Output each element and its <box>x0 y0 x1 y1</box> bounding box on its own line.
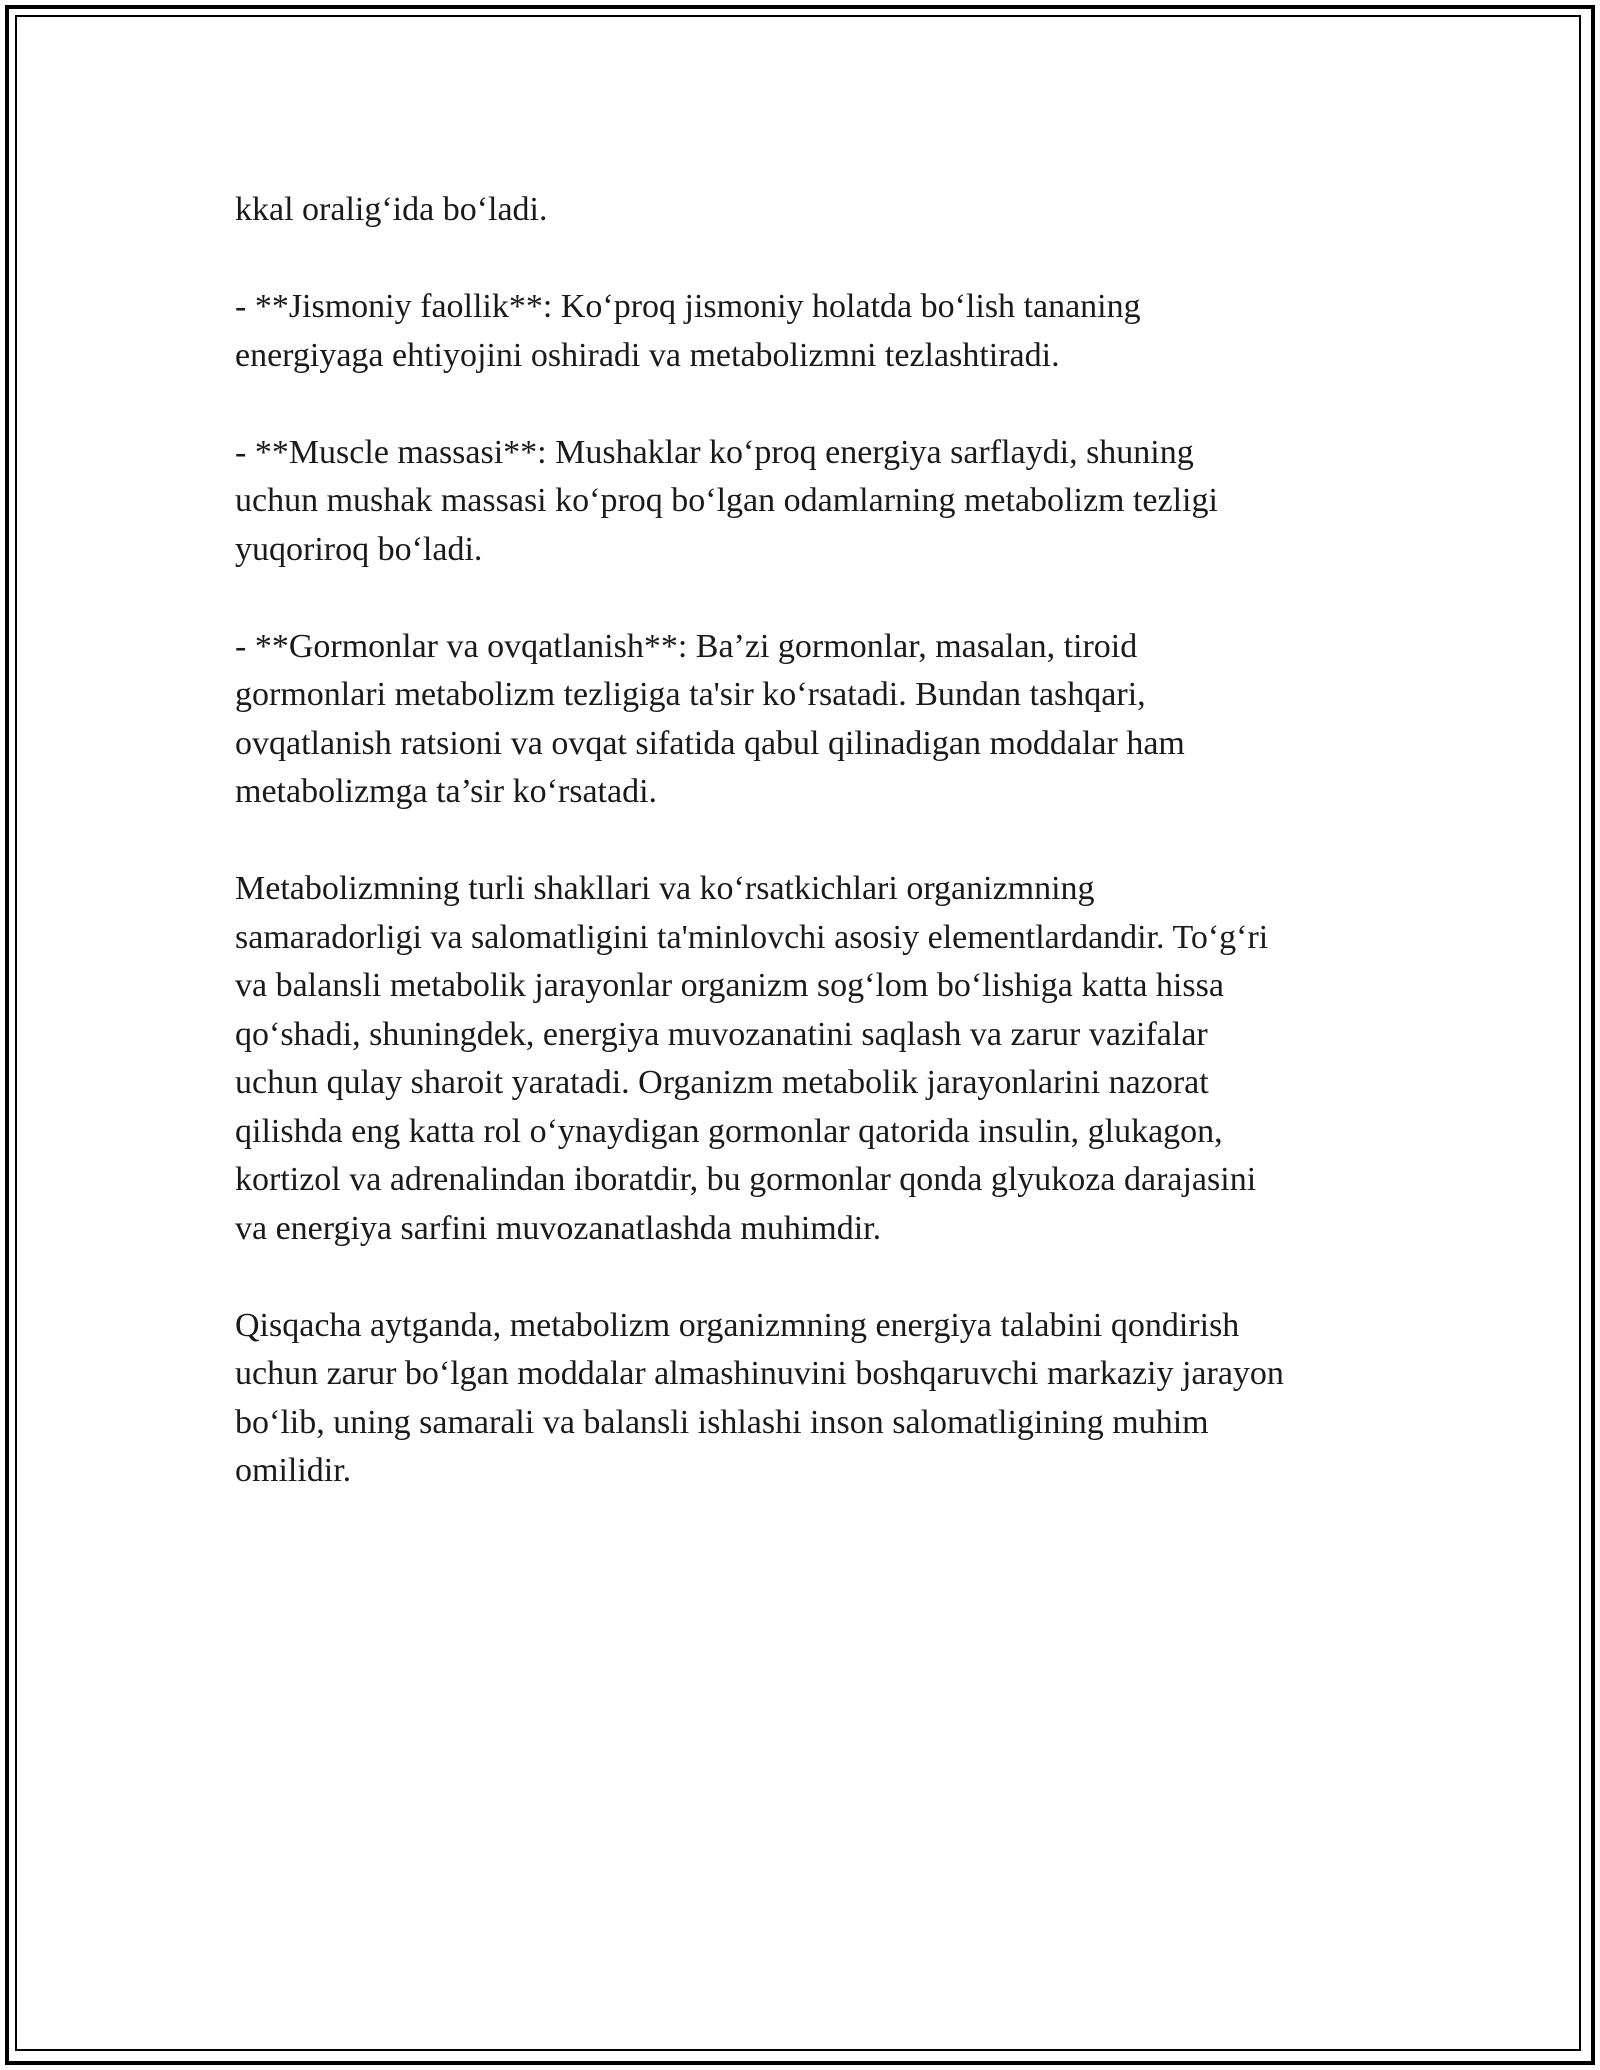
paragraph-hormones-nutrition: - **Gormonlar va ovqatlanish**: Ba’zi gormonlar, masalan, tiroid gormonlari metabolizm tezligiga ta'sir ko‘rsatadi. Bundan tashqari, ovqatlanish ratsioni va ovqat sifatida qabul qilinadigan moddalar ham metabolizmga ta’sir ko‘rsatadi. <box>235 627 1185 810</box>
paragraph-metabolism-forms: Metabolizmning turli shakllari va ko‘rsatkichlari organizmning samaradorligi va salomatligini ta'minlovchi asosiy elementlardandir. To‘g‘ri va balansli metabolik jarayonlar organizm sog‘lom bo‘lishiga katta hissa qo‘shadi, shuningdek, energiya muvozanatini saqlash va zarur vazifalar uchun qulay sharoit yaratadi. Organizm metabolik jarayonlarini nazorat qilishda eng katta rol o‘ynaydigan gormonlar qatorida insulin, glukagon, kortizol va adrenalindan iboratdir, bu gormonlar qonda glyukoza darajasini va energiya sarfini muvozanatlashda muhimdir. <box>235 870 1269 1247</box>
paragraph-muscle-mass: - **Muscle massasi**: Mushaklar ko‘proq energiya sarflaydi, shuning uchun mushak massasi ko‘proq bo‘lgan odamlarning metabolizm tezligi yuqoriroq bo‘ladi. <box>235 433 1218 568</box>
paragraph-summary: Qisqacha aytganda, metabolizm organizmning energiya talabini qondirish uchun zarur bo‘lgan moddalar almashinuvini boshqaruvchi markaziy jarayon bo‘lib, uning samarali va balansli ishlashi inson salomatligining muhim omilidir. <box>235 1306 1284 1489</box>
paragraph-physical-activity: - **Jismoniy faollik**: Ko‘proq jismoniy holatda bo‘lish tananing energiyaga ehtiyojini oshiradi va metabolizmni tezlashtiradi. <box>235 288 1141 374</box>
document-body <box>235 186 1375 1544</box>
paragraph-continuation: kkal oralig‘ida bo‘ladi. <box>235 191 548 228</box>
